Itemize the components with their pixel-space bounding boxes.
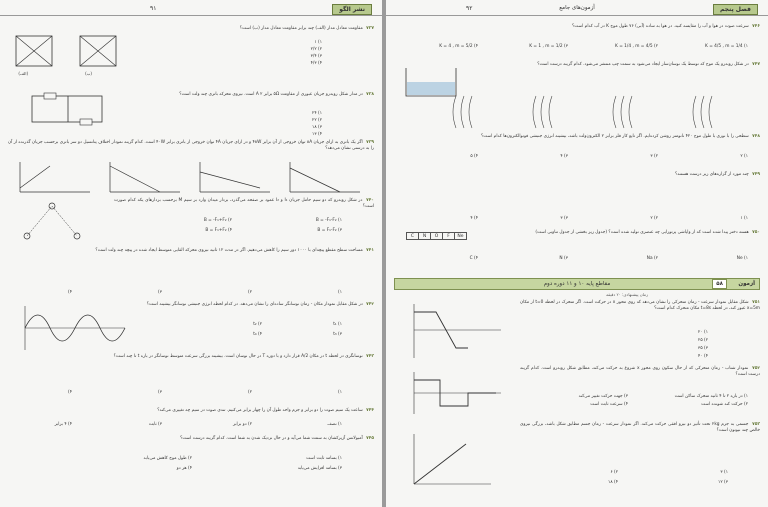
option: ۴) هر دو <box>176 466 192 471</box>
section-title: مقاطع پایه ۱۰ و ۱۱ دوره دوم <box>543 281 611 287</box>
option: ۳) ۳۵ <box>698 346 708 351</box>
periodic-table-snippet <box>406 232 467 240</box>
acceleration-time-graph <box>406 368 506 418</box>
option: ۱) ۱ <box>740 216 748 221</box>
option: ۴) K = 4 , m = 5/2 <box>439 44 478 49</box>
table-cell: C <box>407 233 419 240</box>
velocity-time-graph <box>406 300 506 360</box>
option: ۴) ۱۸ <box>608 480 618 485</box>
table-cell: F <box>443 233 455 240</box>
option: ۲) <box>248 390 252 395</box>
option: ۳) ۳/۴ <box>310 54 322 59</box>
option: ۲) <box>248 290 252 295</box>
option: ۴) t₄ <box>253 332 262 337</box>
option: ۳) ۳ <box>560 216 568 221</box>
option: ۲) طول موج کاهش می‌یابد <box>143 456 192 461</box>
option: ۲) ۶ <box>610 470 618 475</box>
question-741: ۷۴۱ مساحت سطح مقطع پیچه‌ای با ۱۰۰۰ دور سیم را کاهش می‌دهیم. اگر در مدت ۱۲ ثانیه نیروی محرکه القایی متوسط ایجاد شده در پیچه چند ولت است؟ <box>95 248 374 253</box>
option: ۳) K = 1 , m = 1/2 <box>529 44 568 49</box>
left-header <box>0 4 382 16</box>
right-page <box>386 0 768 507</box>
question-753: ۷۵۳ جسمی به جرم ۲kg تحت تأثیر دو نیرو افقی حرکت می‌کند. اگر نمودار سرعت - زمان جسم مطابق شکل باشد، بزرگی نیروی خالص چند نیوتون است؟ <box>520 422 761 433</box>
option: ۳) ثابت <box>148 422 162 427</box>
question-745: ۷۴۵ آمبولانس آژیرکشان به سمت شما می‌آید و در حال نزدیک شدن به شما است. کدام گزینه درست است؟ <box>180 436 374 441</box>
option: ۲) دو برابر <box>232 422 252 427</box>
option: ۴) C <box>469 256 478 261</box>
option: ۱) K = 4/5 , m = 1/4 <box>705 44 748 49</box>
option: ۲) حرکت کند شونده است <box>701 402 748 407</box>
option: ۱) ۱ <box>314 40 322 45</box>
section-label: آزمون <box>738 281 755 287</box>
option: ۲) ۳ <box>650 154 658 159</box>
question-748: ۷۴۸ سطحی را با نوری با طول موج ۴۲۰ نانومتر روشن کرده‌ایم. اگر تابع کار فلز برابر ۲ الکترون‌ولت باشد، بیشینه انرژی جنبشی فوتوالکترون‌ها کدام است؟ <box>481 134 760 139</box>
section-number: ۵۸ <box>712 279 727 289</box>
right-header <box>386 4 768 16</box>
option: ۱) ۲۰ <box>698 330 708 335</box>
left-page <box>0 0 382 507</box>
option: ۴) <box>68 290 72 295</box>
table-cell: Ne <box>455 233 467 240</box>
option: ۳) جهت حرکت تغییر می‌کند <box>578 394 628 399</box>
question-744: ۷۴۴ ساعت یک سیم صوت را دو برابر و جرم واحد طول آن را چهار برابر می‌کنیم. تندی صوت در سیم چه تغییری می‌کند؟ <box>157 408 374 413</box>
option: ۳) ۴ <box>560 154 568 159</box>
option: ۱) <box>338 390 342 395</box>
option: ۴) ۵ <box>470 154 478 159</box>
svg-text:(الف): (الف) <box>18 71 28 76</box>
option: ۱) ۲ <box>740 154 748 159</box>
question-739: ۷۳۹ اگر یک باتری به ازای جریان ۸A توان خروجی از آن برابر ۴۸W و در ازای جریان ۴A توان خروجی از باتری برابر ۴۰W است. کدام گزینه نمودار اختلاف پتانسیل دو سر باتری برحسب جریان گذرنده از آن را به درستی نشان می‌دهد؟ <box>8 140 374 151</box>
option: ۲) K = 1/4 , m = 4/5 <box>615 44 658 49</box>
option: ۳) N <box>559 256 568 261</box>
option: ۱) B = -F₁-F₂ <box>315 218 342 223</box>
option: ۱) <box>338 290 342 295</box>
question-740: ۷۴۰ در شکل روبه‌رو که دو سیم حامل جریان I₁ و I₂ عمود بر صفحه می‌گذرد، بردار میدان وارد بر سیم M برحسب بردارهای یکه کدام صورت است؟ <box>114 198 374 209</box>
option: ۲) ۲/۲ <box>310 47 322 52</box>
table-cell: O <box>431 233 443 240</box>
oscillation-graph <box>20 304 130 352</box>
option: ۲) t₂ <box>253 322 262 327</box>
option: ۱) نصف <box>327 422 342 427</box>
question-752: ۷۵۲ نمودار شتاب - زمان متحرکی که از حال سکون روی محور x شروع به حرکت می‌کند، مطابق شکل روبه‌رو است. کدام گزینه درست است؟ <box>520 366 761 377</box>
option: ۴) ۴ <box>470 216 478 221</box>
option: ۲) B = -F₁+F₂ <box>203 218 232 223</box>
question-750: ۷۵۰ هسته دختر پیدا شده است که از واپاشی پرتوزایی چه عنصری تولید شده است؟ (جدول زیر بخشی از جدول تناوبی است) <box>535 230 760 235</box>
left-header-tag: نشر الگو <box>332 4 372 15</box>
wires-figure <box>12 198 92 243</box>
section-header <box>394 278 760 290</box>
voltage-current-graphs <box>10 158 374 198</box>
option: ۲) ۲۵ <box>698 338 708 343</box>
option: ۳) <box>158 390 162 395</box>
left-page-number: ۹۱ <box>150 5 157 12</box>
circuit-figure <box>28 92 108 126</box>
option: ۳) <box>158 290 162 295</box>
option: ۳) ۱۸ <box>312 125 322 130</box>
question-749: ۷۴۹ چند مورد از گزاره‌های زیر درست هستند؟ <box>675 172 760 177</box>
table-cell: N <box>419 233 431 240</box>
option: ۱) ۲۴ <box>312 111 322 116</box>
option: ۱) t₁ <box>333 322 342 327</box>
option: ۴) ۴ برابر <box>54 422 72 427</box>
option: ۳) t₃ <box>333 332 342 337</box>
option: ۴) ۴۰ <box>698 354 708 359</box>
option: ۱) در بازه ۲ تا ۴ ثانیه متحرک ساکن است <box>674 394 748 399</box>
wavefront-figure <box>446 92 762 132</box>
option: ۱) بسامد ثابت است <box>306 456 342 461</box>
question-746: ۷۴۶ سرعت صوت در هوا و آب را مقایسه کنید. در هوا به ساده (آبی) ۷۶ طول موج K در آب کدام است؟ <box>572 24 760 29</box>
option: ۲) ۲ <box>650 216 658 221</box>
option: ۴) سرعت ثابت است <box>590 402 628 407</box>
option: ۴) <box>68 390 72 395</box>
right-page-number: ۹۲ <box>466 5 473 12</box>
option: ۳) B = F₁-F₂ <box>317 228 342 233</box>
option: ۳) بسامد افزایش می‌یابد <box>297 466 342 471</box>
question-747: ۷۴۷ در شکل روبه‌رو یک موج که توسط یک نوسان‌ساز ایجاد می‌شود به سمت چپ منتشر می‌شود. کدام گزینه درست است؟ <box>537 62 760 67</box>
section-subline: زمان پیشنهادی: ۲۰ دقیقه <box>606 292 648 297</box>
question-751: ۷۵۱ شکل مقابل نمودار سرعت - زمان متحرکی را نشان می‌دهد که روی محور x در حرکت است. اگر متحرک در لحظه t=0 از مکان x=5m عبور کند، در لحظه t=8s مکان متحرک کدام است؟ <box>520 300 760 311</box>
option: ۴) ۴/۳ <box>310 61 322 66</box>
question-742: ۷۴۲ در شکل مقابل نمودار مکان - زمان نوسانگر ساده‌ای را نشان می‌دهد. در کدام لحظه انرژی جنبشی نوسانگر بیشینه است؟ <box>146 302 374 307</box>
question-743: ۷۴۳ نوسانگری در لحظه t در مکان A/2 قرار دارد و با دوره T در حال نوسان است. بیشینه بزرگی سرعت متوسط نوسانگر در بازه t تا چند است؟ <box>113 354 374 359</box>
option: ۱) Ne <box>736 256 748 261</box>
question-738: ۷۳۸ در مدار شکل روبه‌رو جریان عبوری از مقاومت ۵Ω برابر A ۲ است. نیروی محرکه باتری چند ولت است؟ <box>179 92 374 97</box>
option: ۲) Na <box>646 256 658 261</box>
option: ۱) ۳ <box>720 470 728 475</box>
option: ۴) B = F₁+F₂ <box>205 228 232 233</box>
right-header-center: آزمون‌های جامع <box>559 5 595 11</box>
resistor-circuits-figure <box>10 28 130 78</box>
option: ۲) ۲۲ <box>312 118 322 123</box>
right-header-tag: فصل پنجم <box>713 4 758 15</box>
option: ۳) ۱۲ <box>718 480 728 485</box>
svg-text:(ب): (ب) <box>85 71 92 76</box>
question-737: ۷۳۷ مقاومت معادل مدار (الف) چند برابر مقاومت معادل مدار (ب) است؟ <box>239 26 374 31</box>
option: ۴) ۱۳ <box>312 132 322 137</box>
force-velocity-graph <box>406 430 496 490</box>
